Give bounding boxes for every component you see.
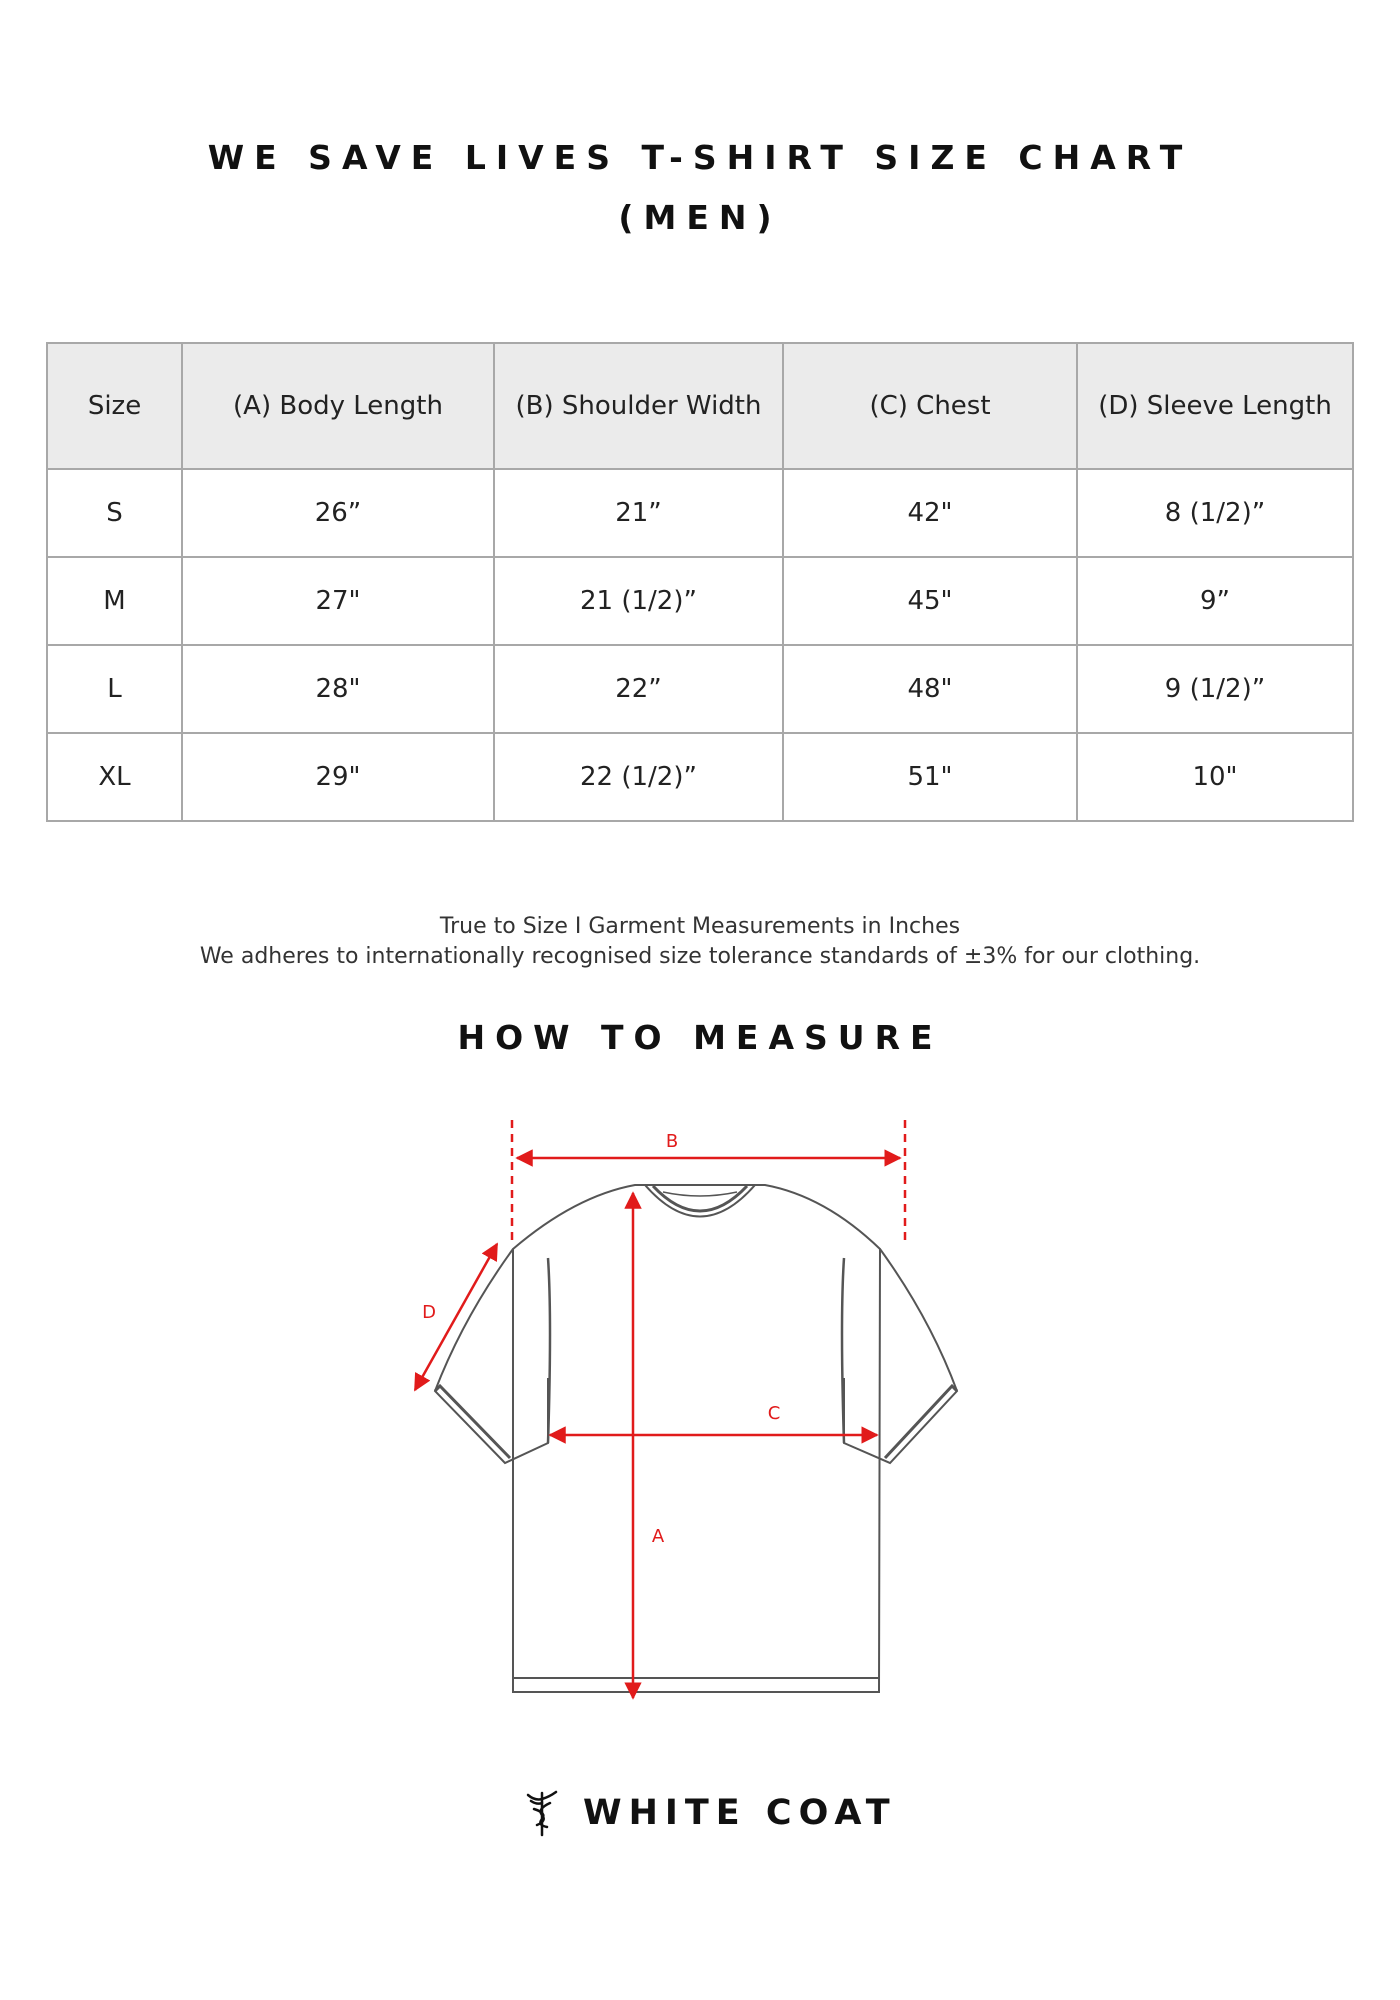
cell-chest: 42" [783,469,1077,557]
cell-shoulder-width: 22” [494,645,783,733]
cell-size: L [47,645,182,733]
tshirt-measure-diagram [345,1118,1055,1783]
tolerance-note: We adheres to internationally recognised size tolerance standards of ±3% for our clothing. [199,944,1201,969]
size-chart-table [46,342,1354,822]
brand-name: WHITE COAT [583,1793,897,1833]
header-body-length: (A) Body Length [182,343,494,469]
header-shoulder-width: (B) Shoulder Width [494,343,783,469]
table-row [47,557,1353,645]
caduceus-icon [525,1789,559,1837]
brand-logo [525,1788,897,1838]
label-c: C [767,1403,781,1424]
tshirt-outline [435,1185,957,1692]
cell-chest: 48" [783,645,1077,733]
cell-body-length: 29" [182,733,494,821]
cell-body-length: 27" [182,557,494,645]
cell-sleeve-length: 9 (1/2)” [1077,645,1353,733]
page-title: WE SAVE LIVES T-SHIRT SIZE CHART [207,138,1193,177]
header-sleeve-length: (D) Sleeve Length [1077,343,1353,469]
label-a: A [651,1526,665,1547]
cell-shoulder-width: 21 (1/2)” [494,557,783,645]
cell-size: M [47,557,182,645]
cell-sleeve-length: 9” [1077,557,1353,645]
table-row [47,645,1353,733]
header-chest: (C) Chest [783,343,1077,469]
cell-chest: 45" [783,557,1077,645]
table-header-row [47,343,1353,469]
fit-note: True to Size I Garment Measurements in Inches [439,914,961,939]
cell-size: XL [47,733,182,821]
cell-size: S [47,469,182,557]
header-size: Size [47,343,182,469]
cell-body-length: 26” [182,469,494,557]
cell-chest: 51" [783,733,1077,821]
page-subtitle: (MEN) [618,198,782,237]
label-b: B [665,1131,679,1152]
table-row [47,733,1353,821]
cell-shoulder-width: 21” [494,469,783,557]
label-d: D [422,1302,436,1323]
cell-shoulder-width: 22 (1/2)” [494,733,783,821]
how-to-measure-heading: HOW TO MEASURE [457,1018,943,1057]
cell-sleeve-length: 8 (1/2)” [1077,469,1353,557]
table-row [47,469,1353,557]
cell-body-length: 28" [182,645,494,733]
cell-sleeve-length: 10" [1077,733,1353,821]
